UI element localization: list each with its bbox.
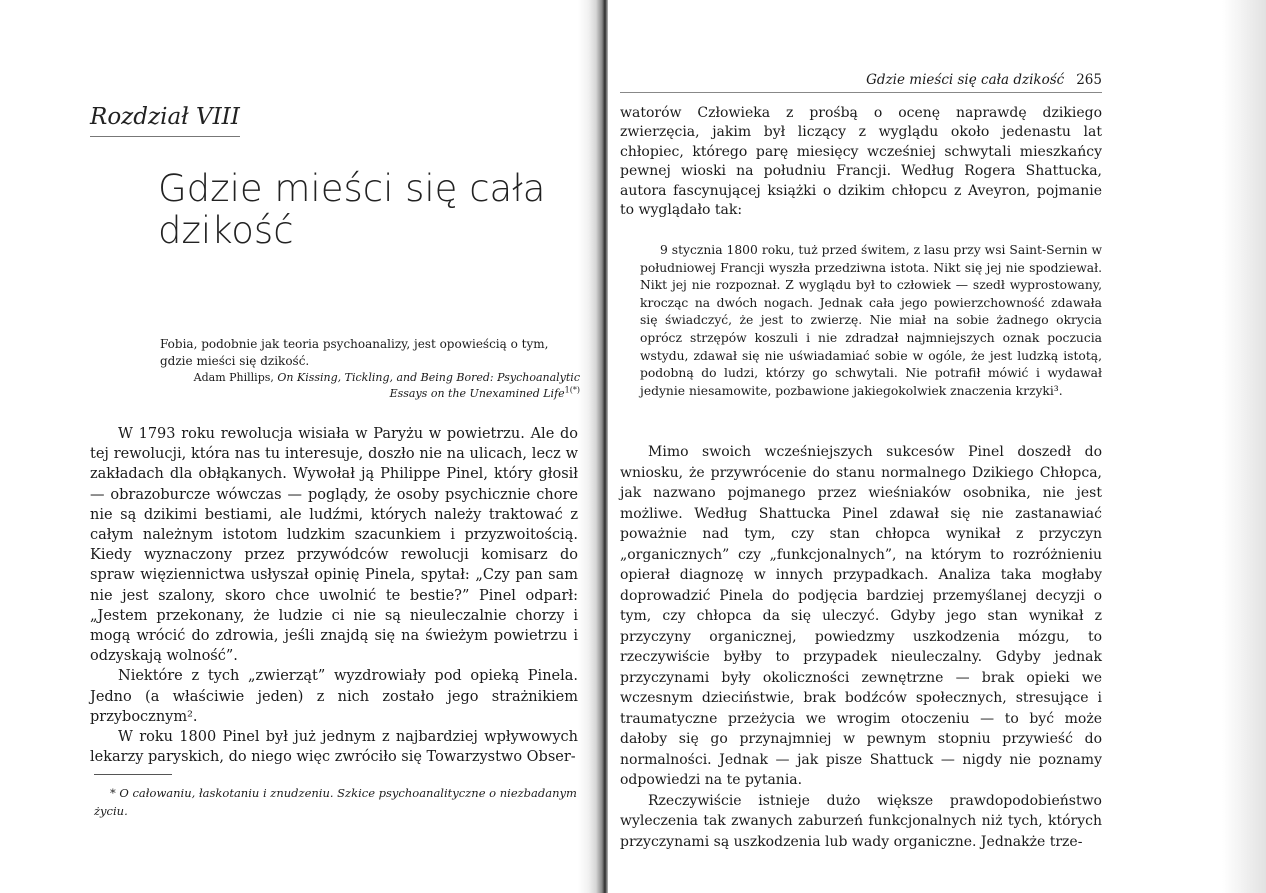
paragraph: Rzeczywiście istnieje dużo większe prawdopodobieństwo wyleczenia tak zwanych zaburzeń funkcjonalnych niż tych, których przyczynami są uszkodzenia lub wady organiczne. Jednakże trze- xyxy=(620,792,1102,850)
running-head xyxy=(620,72,1102,93)
footnote-rule xyxy=(94,774,172,775)
block-quote xyxy=(640,242,1102,400)
page-edge xyxy=(1222,0,1266,893)
paragraph: Mimo swoich wcześniejszych sukcesów Pinel doszedł do wniosku, że przywrócenie do stanu normalnego Dzikiego Chłopca, jak nazwano pojmanego przez wieśniaków osobnika, nie jest możliwe. Według Shattucka Pinel zdawał się nie zastanawiać poważnie nad tym, czy stan chłopca wynikał z przyczyn „organicznych” czy „funkcjonalnych”, na którym to rozróżnieniu opierał diagnozę w innych przypadkach. Analiza taka mogłaby doprowadzić Pinela do podjęcia bardziej przemyślanej decyzji o tym, czy chłopca da się uleczyć. Gdyby jego stan wynikał z przyczyny organicznej, powiedzmy uszkodzenia mózgu, to rzeczywiście byłby to przypadek nieuleczalny. Gdyby jednak przyczynami były okoliczności zewnętrzne — brak opieki we wczesnym dzieciństwie, brak bodźców społecznych, stresujące i traumatyczne przeżycia we wrogim otoczeniu — to być może dałoby się go przynajmniej w pewnym stopniu przywieść do normalności. Jednak — jak pisze Shattuck — nigdy nie poznamy odpowiedzi na te pytania. xyxy=(620,444,1102,788)
epigraph-marker: 1(*) xyxy=(564,385,580,395)
footnote: * O całowaniu, łaskotaniu i znudzeniu. Szkice psychoanalityczne o niezbadanym życiu. xyxy=(94,786,577,818)
running-head-title: Gdzie mieści się cała dzikość xyxy=(866,72,1065,88)
book-gutter xyxy=(578,0,608,893)
chapter-title: Gdzie mieści się cała dzikość xyxy=(158,167,546,252)
epigraph xyxy=(160,336,580,402)
left-body-text xyxy=(90,424,578,767)
paragraph: W 1793 roku rewolucja wisiała w Paryżu w powietrzu. Ale do tej rewolucji, która nas tu interesuje, doszło nie na ulicach, lecz w zakładach dla obłąkanych. Wywołał ją Philippe Pinel, który głosił — obrazoburcze wówczas — poglądy, że osoby psychicznie chore nie są dzikimi bestiami, ale ludźmi, których należy traktować z całym należnym istotom ludzkim szacunkiem i przyzwoitością. Kiedy wyznaczony przez przywódców rewolucji komisarz do spraw więziennictwa usłyszał opinię Pinela, spytał: „Czy pan sam nie jest szalony, skoro chce uwolnić te bestie?” Pinel odparł: „Jestem przekonany, że ludzie ci nie są nieuleczalnie chorzy i mogą wrócić do zdrowia, jeśli znajdą się na świeżym powietrzu i odzyskają wolność”. xyxy=(90,426,578,665)
page-number: 265 xyxy=(1076,72,1102,88)
right-body-text xyxy=(620,442,1102,852)
continuation-text xyxy=(620,104,1102,220)
epigraph-attribution xyxy=(160,370,580,402)
epigraph-author: Adam Phillips, xyxy=(193,371,278,384)
epigraph-text: Fobia, podobnie jak teoria psychoanalizy, jest opowieścią o tym, gdzie mieści się dzikość. xyxy=(160,337,549,368)
chapter-label: Rozdział VIII xyxy=(90,104,240,137)
paragraph: Niektóre z tych „zwierząt” wyzdrowiały pod opieką Pinela. Jedno (a właściwie jeden) z nich zostało jego strażnikiem przybocznym². xyxy=(90,668,578,725)
paragraph: watorów Człowieka z prośbą o ocenę naprawdę dzikiego zwierzęcia, jakim był liczący z wyglądu około jedenastu lat chłopiec, którego parę miesięcy wcześniej schwytali mieszkańcy pewnej wioski na południu Francji. Według Rogera Shattucka, autora fascynującej książki o dzikim chłopcu z Aveyron, pojmanie to wyglądało tak: xyxy=(620,105,1102,219)
quote-text: 9 stycznia 1800 roku, tuż przed świtem, z lasu przy wsi Saint-Sernin w południowej Francji wyszła przedziwna istota. Nikt się jej nie spodziewał. Nikt jej nie rozpoznał. Z wyglądu był to człowiek — szedł wyprostowany, krocząc na dwóch nogach. Jednak cała jego powierzchowność zdawała się świadczyć, że jest to zwierzę. Nie miał na sobie żadnego okrycia oprócz strzępów koszuli i nie zdradzał najmniejszych oznak poczucia wstydu, zdawał się nie uświadamiać sobie w ogóle, że jest ludzką istotą, podobną do ludzi, którzy go schwytali. Nie potrafił mówić i wydawał jedynie niesamowite, pozbawione jakiegokolwiek znaczenia krzyki³. xyxy=(640,243,1102,398)
paragraph: W roku 1800 Pinel był już jednym z najbardziej wpływowych lekarzy paryskich, do niego więc zwróciło się Towarzystwo Obser- xyxy=(90,729,578,766)
epigraph-book-title: On Kissing, Tickling, and Being Bored: Psychoanalytic Essays on the Unexamined Life xyxy=(277,371,580,400)
